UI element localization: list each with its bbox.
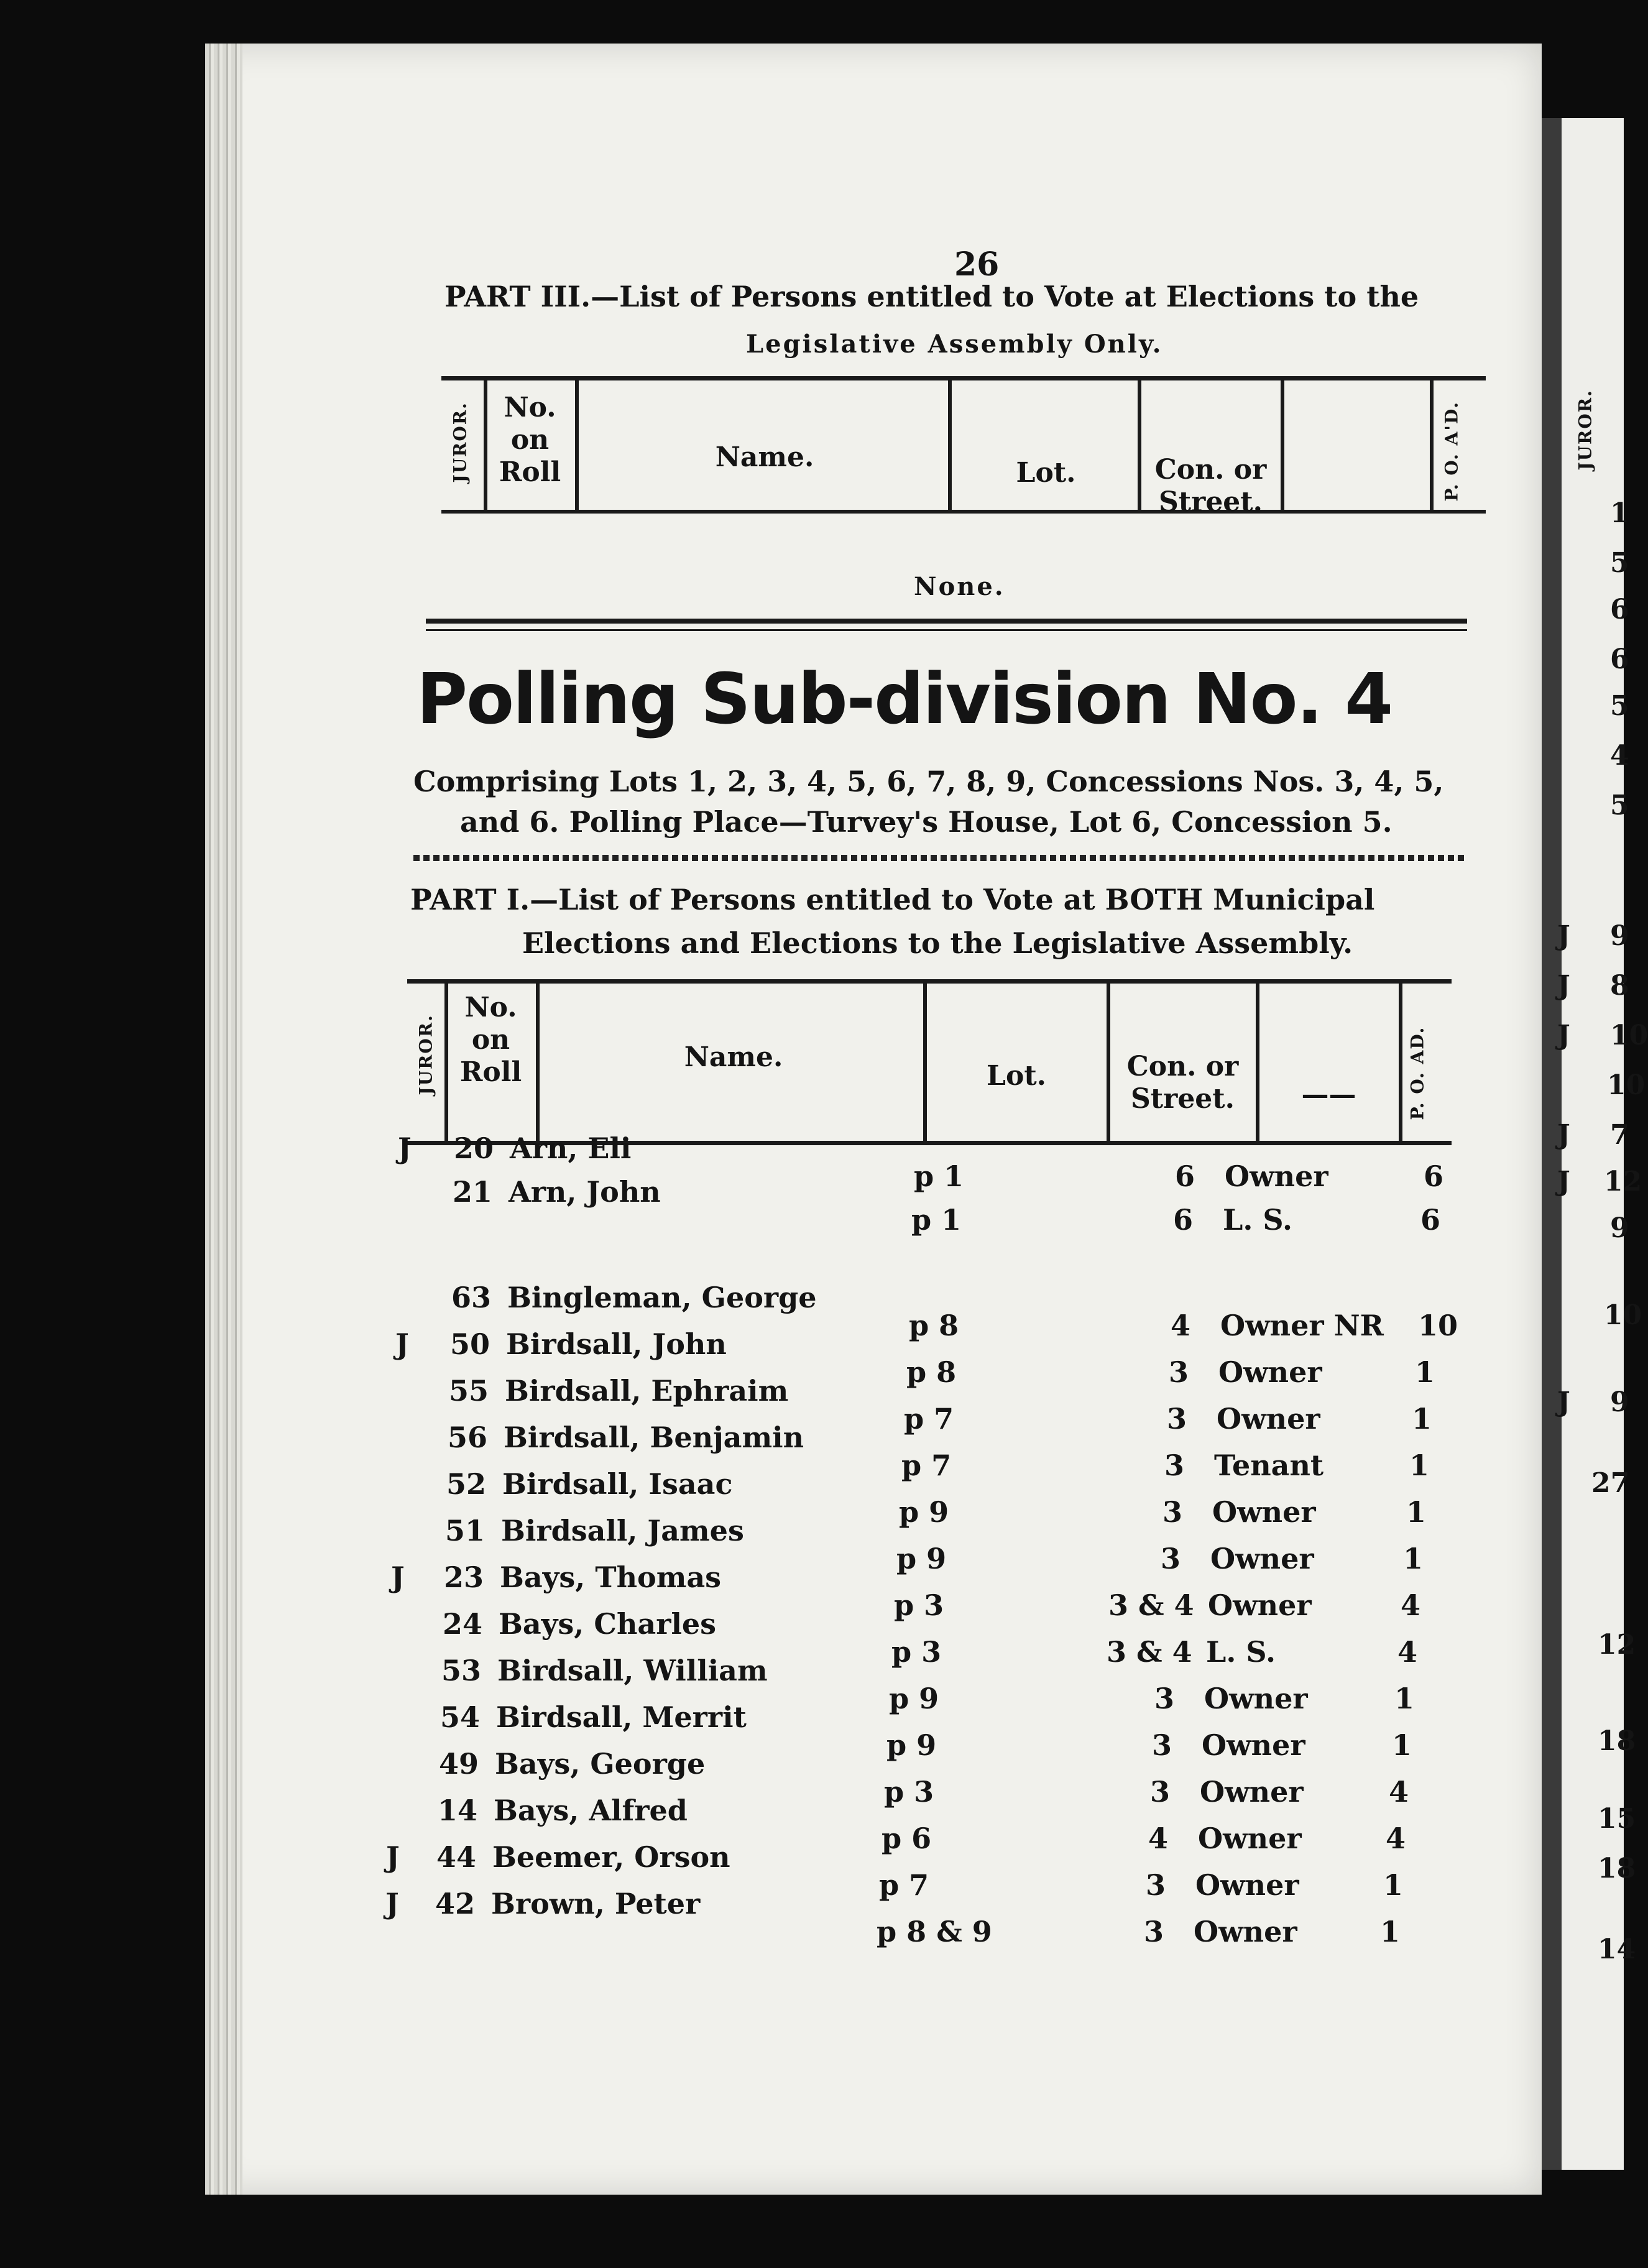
next-page-char: 1 (1610, 497, 1629, 529)
voter-post-office: 4 (1401, 1588, 1421, 1622)
voter-status: Owner (1195, 1868, 1299, 1902)
voter-post-office: 1 (1383, 1868, 1404, 1902)
next-page-char: 18 (1598, 1853, 1636, 1884)
part1-col-divider (1256, 984, 1259, 1141)
voter-concession: 6 (1175, 1159, 1195, 1193)
next-page-char: J (1557, 1020, 1570, 1051)
subdivision-description-line1: Comprising Lots 1, 2, 3, 4, 5, 6, 7, 8, 9, Concessions Nos. 3, 4, 5, (413, 765, 1444, 798)
voter-post-office: 1 (1380, 1915, 1401, 1948)
part1-col-divider (923, 984, 927, 1141)
part3-col-divider (484, 380, 487, 510)
voter-post-office: 10 (1418, 1309, 1458, 1342)
voter-roll-number: 42 (435, 1887, 476, 1920)
next-page-char: 4 (1610, 740, 1629, 772)
voter-name: Birdsall, John (506, 1327, 727, 1361)
next-page-char: 18 (1598, 1725, 1636, 1757)
voter-post-office: 4 (1397, 1635, 1418, 1669)
voter-lot: p 9 (896, 1542, 947, 1575)
voter-lot: p 9 (886, 1728, 937, 1762)
section-rule-thin (426, 629, 1467, 631)
voter-status: Owner (1218, 1355, 1322, 1389)
voter-post-office: 6 (1424, 1159, 1444, 1193)
part3-none: None. (914, 572, 1005, 601)
part3-col-divider (575, 380, 579, 510)
voter-lot: p 8 (909, 1309, 959, 1342)
voter-roll-number: 49 (439, 1747, 479, 1781)
voter-roll-number: 23 (444, 1560, 484, 1594)
voter-concession: 3 (1164, 1449, 1185, 1482)
subdivision-description-line2: and 6. Polling Place—Turvey's House, Lot 6, Concession 5. (460, 805, 1393, 839)
voter-post-office: 1 (1412, 1402, 1432, 1436)
next-page-char: 15 (1598, 1803, 1636, 1835)
voter-roll-number: 14 (438, 1794, 478, 1827)
part1-col-no-on-roll: No. on Roll (459, 992, 522, 1088)
voter-post-office: 1 (1409, 1449, 1430, 1482)
next-page-char: 10 (1610, 1020, 1648, 1051)
next-page-char: 8 (1610, 970, 1629, 1002)
voter-lot: p 7 (901, 1449, 952, 1482)
voter-lot: p 8 (906, 1355, 957, 1389)
part1-title-line1: PART I.—List of Persons entitled to Vote at BOTH Municipal (410, 883, 1375, 916)
part3-col-no-on-roll: No. on Roll (499, 392, 561, 488)
book-page (205, 44, 1542, 2195)
voter-name: Arn, John (509, 1175, 661, 1209)
voter-roll-number: 44 (436, 1840, 477, 1874)
wavy-divider (413, 855, 1464, 861)
next-page-char: 10 (1604, 1299, 1642, 1331)
part1-col-divider (1399, 984, 1402, 1141)
voter-concession: 3 (1154, 1682, 1175, 1715)
voter-lot: p 1 (911, 1203, 962, 1237)
next-page-char: J (1557, 1386, 1570, 1418)
voter-lot: p 7 (879, 1868, 929, 1902)
voter-lot: p 9 (899, 1495, 949, 1529)
voter-name: Birdsall, Merrit (496, 1700, 747, 1734)
voter-juror-mark: J (395, 1327, 409, 1361)
part1-col-con: Con. or Street. (1126, 1051, 1239, 1115)
next-page-char: 9 (1610, 920, 1629, 952)
voter-lot: p 3 (884, 1775, 934, 1809)
part1-col-blank: —— (1301, 1079, 1356, 1110)
part1-col-divider (1107, 984, 1110, 1141)
voter-lot: p 8 & 9 (877, 1915, 992, 1948)
voter-post-office: 1 (1394, 1682, 1415, 1715)
next-page-char: 5 (1610, 690, 1629, 722)
section-rule (426, 619, 1467, 624)
voter-lot: p 9 (889, 1682, 939, 1715)
next-page-char: J (1557, 1119, 1570, 1151)
voter-status: Owner (1225, 1159, 1328, 1193)
voter-juror-mark: J (386, 1840, 400, 1874)
voter-juror-mark: J (391, 1560, 405, 1594)
next-page-char: 12 (1604, 1166, 1642, 1197)
part3-col-divider (1430, 380, 1434, 510)
voter-roll-number: 63 (451, 1281, 492, 1314)
voter-name: Bingleman, George (507, 1281, 817, 1314)
voter-name: Birdsall, William (497, 1654, 768, 1687)
voter-name: Birdsall, Ephraim (505, 1374, 789, 1408)
voter-roll-number: 54 (440, 1700, 481, 1734)
part3-col-divider (1138, 380, 1141, 510)
voter-roll-number: 56 (448, 1421, 488, 1454)
voter-lot: p 7 (904, 1402, 954, 1436)
voter-concession: 4 (1148, 1822, 1169, 1855)
part3-subtitle: Legislative Assembly Only. (746, 330, 1163, 359)
voter-status: Tenant (1214, 1449, 1324, 1482)
voter-lot: p 3 (894, 1588, 944, 1622)
next-page-char: 6 (1610, 643, 1629, 675)
voter-lot: p 6 (882, 1822, 932, 1855)
voter-post-office: 1 (1415, 1355, 1435, 1389)
part3-col-divider (948, 380, 952, 510)
voter-roll-number: 21 (453, 1175, 493, 1209)
voter-concession: 3 (1150, 1775, 1171, 1809)
next-page-char: 10 (1607, 1069, 1646, 1101)
voter-concession: 3 (1167, 1402, 1187, 1436)
voter-concession: 3 & 4 (1107, 1635, 1192, 1669)
voter-status: Owner (1200, 1775, 1304, 1809)
part1-col-lot: Lot. (987, 1060, 1046, 1092)
voter-roll-number: 55 (449, 1374, 489, 1408)
next-page-char: 6 (1610, 594, 1629, 625)
next-page-char: J (1557, 1166, 1570, 1197)
voter-post-office: 4 (1386, 1822, 1406, 1855)
voter-status: Owner (1208, 1588, 1312, 1622)
voter-concession: 4 (1171, 1309, 1191, 1342)
part1-col-name: Name. (684, 1041, 783, 1073)
voter-roll-number: 53 (441, 1654, 482, 1687)
voter-post-office: 1 (1406, 1495, 1427, 1529)
next-page-char: J (1557, 920, 1570, 952)
next-page-char: 7 (1610, 1119, 1629, 1151)
part3-col-juror: JUROR. (449, 402, 471, 483)
next-page-char: 9 (1610, 1386, 1629, 1418)
next-page-char: 27 (1591, 1467, 1630, 1499)
part3-header-bottom-rule (441, 510, 1486, 514)
voter-status: Owner (1202, 1728, 1305, 1762)
voter-name: Arn, Eli (510, 1132, 632, 1165)
voter-name: Birdsall, Isaac (502, 1467, 733, 1501)
voter-roll-number: 51 (445, 1514, 486, 1547)
voter-concession: 3 (1146, 1868, 1166, 1902)
next-page-juror-header: JUROR. (1575, 389, 1596, 471)
part3-col-divider (1281, 380, 1284, 510)
part1-col-divider (444, 984, 448, 1141)
voter-name: Bays, Thomas (500, 1560, 722, 1594)
voter-name: Birdsall, James (501, 1514, 744, 1547)
part1-col-divider (536, 984, 540, 1141)
voter-name: Beemer, Orson (492, 1840, 730, 1874)
voter-roll-number: 52 (446, 1467, 487, 1501)
part1-title-line2: Elections and Elections to the Legislative Assembly. (522, 926, 1353, 960)
voter-name: Bays, Alfred (494, 1794, 688, 1827)
voter-lot: p 1 (914, 1159, 964, 1193)
voter-post-office: 4 (1389, 1775, 1409, 1809)
voter-concession: 3 (1169, 1355, 1189, 1389)
voter-status: Owner NR (1220, 1309, 1384, 1342)
page-edge (205, 44, 242, 2195)
voter-concession: 3 (1161, 1542, 1181, 1575)
voter-concession: 3 (1144, 1915, 1164, 1948)
voter-status: Owner (1212, 1495, 1316, 1529)
voter-status: L. S. (1223, 1203, 1292, 1237)
next-page-char: J (1557, 970, 1570, 1002)
voter-status: Owner (1210, 1542, 1314, 1575)
voter-post-office: 1 (1392, 1728, 1412, 1762)
voter-name: Bays, George (495, 1747, 706, 1781)
next-page-char: 5 (1610, 790, 1629, 821)
voter-post-office: 1 (1403, 1542, 1424, 1575)
voter-juror-mark: J (385, 1887, 399, 1920)
voter-juror-mark: J (398, 1132, 412, 1165)
part3-col-po: P. O. A'D. (1441, 401, 1462, 502)
page-number: 26 (954, 246, 1000, 284)
part3-title: PART III.—List of Persons entitled to Vote at Elections to the (444, 280, 1419, 313)
voter-name: Birdsall, Benjamin (504, 1421, 804, 1454)
part3-col-con: Con. or Street. (1154, 454, 1267, 518)
part1-header-top-rule (407, 979, 1452, 984)
voter-lot: p 3 (891, 1635, 942, 1669)
voter-name: Brown, Peter (491, 1887, 701, 1920)
next-page-char: 14 (1598, 1934, 1636, 1965)
voter-roll-number: 24 (443, 1607, 483, 1641)
voter-status: L. S. (1206, 1635, 1276, 1669)
next-page-char: 9 (1610, 1212, 1629, 1244)
voter-roll-number: 50 (450, 1327, 490, 1361)
voter-status: Owner (1217, 1402, 1320, 1436)
part3-col-lot: Lot. (1016, 457, 1076, 489)
voter-status: Owner (1194, 1915, 1297, 1948)
next-page-char: 12 (1598, 1629, 1636, 1661)
voter-status: Owner (1204, 1682, 1308, 1715)
voter-concession: 3 & 4 (1108, 1588, 1194, 1622)
next-page-char: 5 (1610, 547, 1629, 579)
part3-header-top-rule (441, 376, 1486, 380)
voter-roll-number: 20 (454, 1132, 494, 1165)
part1-col-juror: JUROR. (415, 1014, 436, 1095)
voter-concession: 3 (1152, 1728, 1172, 1762)
subdivision-title: Polling Sub-division No. 4 (417, 659, 1392, 740)
voter-post-office: 6 (1420, 1203, 1441, 1237)
part3-col-name: Name. (715, 441, 814, 473)
voter-concession: 6 (1173, 1203, 1194, 1237)
voter-concession: 3 (1162, 1495, 1183, 1529)
voter-status: Owner (1198, 1822, 1302, 1855)
part1-col-po: P. O. AD. (1407, 1026, 1428, 1120)
voter-name: Bays, Charles (499, 1607, 717, 1641)
